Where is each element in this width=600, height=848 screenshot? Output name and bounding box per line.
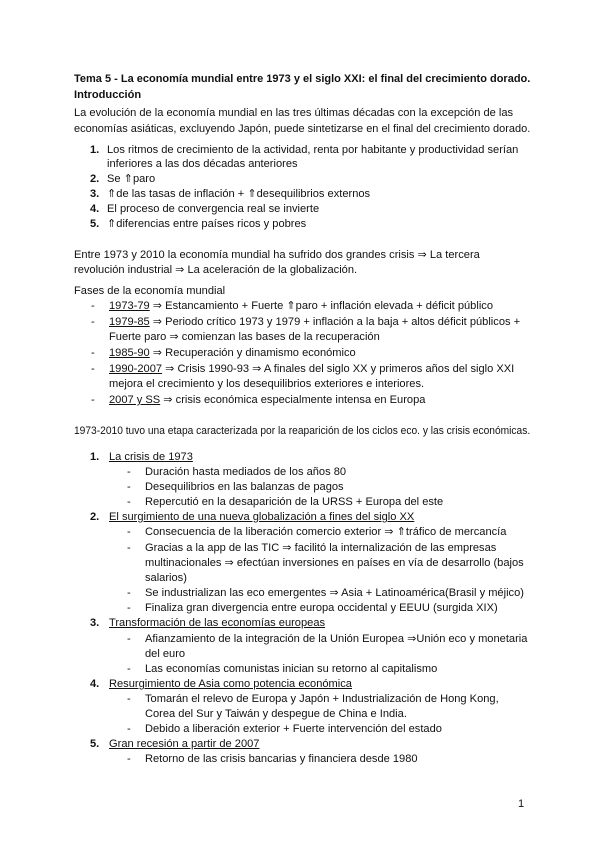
bullet-point: Consecuencia de la liberación comercio exterior ⇒ ⇑tráfico de mercancía <box>145 526 507 538</box>
dash-bullet: - <box>91 300 95 312</box>
bullet-point-continued: multinacionales ⇒ efectúan inversiones en países en vía de desarrollo (bajos <box>145 557 524 569</box>
list-number: 3. <box>90 188 100 200</box>
list-number: 5. <box>90 218 100 230</box>
list-item: ⇑de las tasas de inflación + ⇑desequilibrios externos <box>107 188 371 200</box>
fase-item <box>109 362 514 376</box>
bullet-point: Afianzamiento de la integración de la Unión Europea ⇒Unión eco y monetaria <box>145 633 528 645</box>
bullet-point: Desequilibrios en las balanzas de pagos <box>145 481 344 493</box>
bullet-point: Repercutió en la desaparición de la URSS + Europa del este <box>145 496 444 508</box>
dash-bullet: - <box>91 347 95 359</box>
fase-text-continued: Fuerte paro ⇒ comienzan las bases de la recuperación <box>109 331 380 343</box>
bullet-point: Gracias a la app de las TIC ⇒ facilitó la internalización de las empresas <box>145 542 497 554</box>
list-item: Los ritmos de crecimiento de la actividad, renta por habitante y productividad serían <box>107 144 519 156</box>
dash-bullet: - <box>127 526 131 538</box>
bullet-point: Se industrializan las eco emergentes ⇒ Asia + Latinoamérica(Brasil y méjico) <box>145 587 524 599</box>
fase-period: 1979-85 <box>109 316 150 328</box>
bullet-point: Las economías comunistas inician su retorno al capitalismo <box>145 663 438 675</box>
fase-item <box>109 315 520 329</box>
list-item: inferiores a las dos décadas anteriores <box>107 158 298 170</box>
dash-bullet: - <box>127 496 131 508</box>
section-number: 1. <box>90 451 100 463</box>
dash-bullet: - <box>127 723 131 735</box>
paragraph-line: revolución industrial ⇒ La aceleración de la globalización. <box>74 264 358 276</box>
intro-paragraph-line: economías asiáticas, excluyendo Japón, puede sintetizarse en el final del crecimiento dorado. <box>74 123 531 135</box>
page-number: 1 <box>518 798 525 810</box>
section-title: El surgimiento de una nueva globalización a fines del siglo XX <box>109 511 415 523</box>
list-number: 4. <box>90 203 100 215</box>
section-title: Gran recesión a partir de 2007 <box>109 738 260 750</box>
dash-bullet: - <box>127 633 131 645</box>
dash-bullet: - <box>127 481 131 493</box>
fase-period: 1985-90 <box>109 347 150 359</box>
bullet-point: Duración hasta mediados de los años 80 <box>145 466 347 478</box>
section-number: 5. <box>90 738 100 750</box>
fases-heading: Fases de la economía mundial <box>74 285 226 297</box>
fase-period: 2007 y SS <box>109 394 161 406</box>
dash-bullet: - <box>127 466 131 478</box>
list-item: ⇑diferencias entre países ricos y pobres <box>107 218 307 230</box>
dash-bullet: - <box>91 363 95 375</box>
list-number: 2. <box>90 173 100 185</box>
dash-bullet: - <box>127 542 131 554</box>
fase-item <box>109 346 356 360</box>
fase-text: ⇒ Crisis 1990-93 ⇒ A finales del siglo XX y primeros años del siglo XXI <box>162 363 515 375</box>
fase-item <box>109 299 493 313</box>
section-number: 4. <box>90 678 100 690</box>
section-title: Resurgimiento de Asia como potencia económica <box>109 678 352 690</box>
bullet-point-continued: del euro <box>145 648 186 660</box>
dash-bullet: - <box>127 663 131 675</box>
dash-bullet: - <box>127 753 131 765</box>
fase-period: 1990-2007 <box>109 363 163 375</box>
dash-bullet: - <box>91 316 95 328</box>
fase-text-continued: mejora el crecimiento y los desequilibrios exteriores e interiores. <box>109 378 425 390</box>
dash-bullet: - <box>127 693 131 705</box>
bullet-point-continued: salarios) <box>145 572 187 584</box>
bullet-point: Finaliza gran divergencia entre europa occidental y EEUU (surgida XIX) <box>145 602 498 614</box>
section-title: La crisis de 1973 <box>109 451 193 463</box>
document-title: Tema 5 - La economía mundial entre 1973 y el siglo XXI: el final del crecimiento dorado. <box>74 73 531 85</box>
paragraph-line: 1973-2010 tuvo una etapa caracterizada por la reaparición de los ciclos eco. y las crisis económicas. <box>74 425 531 437</box>
fase-period: 1973-79 <box>109 300 150 312</box>
paragraph-line: Entre 1973 y 2010 la economía mundial ha sufrido dos grandes crisis ⇒ La tercera <box>74 249 480 261</box>
section-number: 3. <box>90 617 100 629</box>
fase-text: ⇒ Recuperación y dinamismo económico <box>149 347 356 359</box>
fase-text: ⇒ crisis económica especialmente intensa en Europa <box>160 394 426 406</box>
fase-item <box>109 393 425 407</box>
list-number: 1. <box>90 144 100 156</box>
bullet-point: Tomarán el relevo de Europa y Japón + Industrialización de Hong Kong, <box>145 693 499 705</box>
dash-bullet: - <box>127 602 131 614</box>
section-number: 2. <box>90 511 100 523</box>
list-item: El proceso de convergencia real se invierte <box>107 203 320 215</box>
list-item: Se ⇑paro <box>107 173 156 185</box>
fase-text: ⇒ Estancamiento + Fuerte ⇑paro + inflación elevada + déficit público <box>149 300 493 312</box>
dash-bullet: - <box>127 587 131 599</box>
fase-text: ⇒ Periodo crítico 1973 y 1979 + inflación a la baja + altos déficit públicos + <box>149 316 521 328</box>
intro-heading: Introducción <box>74 89 142 101</box>
section-title: Transformación de las economías europeas <box>109 617 326 629</box>
bullet-point: Retorno de las crisis bancarias y financiera desde 1980 <box>145 753 418 765</box>
bullet-point: Debido a liberación exterior + Fuerte intervención del estado <box>145 723 442 735</box>
dash-bullet: - <box>91 394 95 406</box>
intro-paragraph-line: La evolución de la economía mundial en las tres últimas décadas con la excepción de las <box>74 107 514 119</box>
bullet-point-continued: Corea del Sur y Taiwán y despegue de China e India. <box>145 708 407 720</box>
